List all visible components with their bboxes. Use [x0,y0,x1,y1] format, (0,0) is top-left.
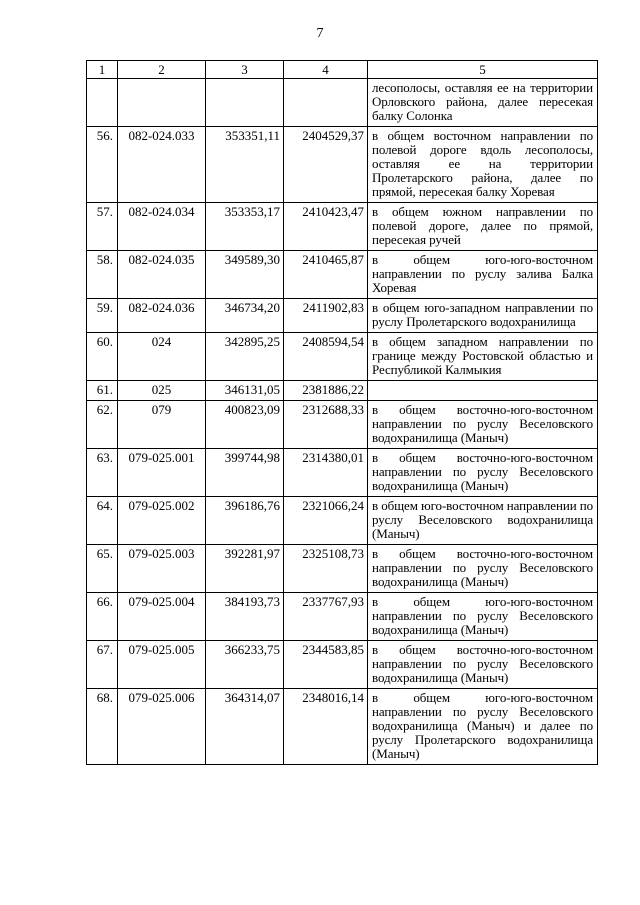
boundary-description: в общем юго-юго-восточном направлении по руслу Веселовского водохранилища (Маныч) и далее по руслу Пролетарского водохранилища (Маныч) [368,689,598,765]
row-number: 68. [87,689,118,765]
coordinate-x: 346131,05 [206,381,284,401]
table-row [87,299,598,333]
header-cell-3: 3 [206,61,284,79]
boundary-description: в общем южном направлении по полевой дороге, далее по прямой, пересекая ручей [368,203,598,251]
boundary-description: в общем юго-восточном направлении по руслу Веселовского водохранилища (Маныч) [368,497,598,545]
coordinate-x: 399744,98 [206,449,284,497]
table-row [87,333,598,381]
row-number: 66. [87,593,118,641]
table-header-row [87,61,598,79]
point-code: 082-024.036 [118,299,206,333]
coordinate-x: 346734,20 [206,299,284,333]
header-cell-2: 2 [118,61,206,79]
coordinate-x: 396186,76 [206,497,284,545]
row-number: 63. [87,449,118,497]
row-number: 62. [87,401,118,449]
boundary-description: в общем восточно-юго-восточном направлении по руслу Веселовского водохранилища (Маныч) [368,449,598,497]
point-code: 079 [118,401,206,449]
table-row [87,79,598,127]
table-row [87,497,598,545]
coordinate-x [206,79,284,127]
coordinate-y: 2325108,73 [284,545,368,593]
point-code: 082-024.035 [118,251,206,299]
coordinate-y: 2348016,14 [284,689,368,765]
row-number: 60. [87,333,118,381]
boundary-description: в общем восточно-юго-восточном направлении по руслу Веселовского водохранилища (Маныч) [368,545,598,593]
boundary-description: в общем юго-западном направлении по руслу Пролетарского водохранилища [368,299,598,333]
coordinate-x: 349589,30 [206,251,284,299]
coordinate-y: 2408594,54 [284,333,368,381]
boundary-description: в общем юго-юго-восточном направлении по руслу Веселовского водохранилища (Маныч) [368,593,598,641]
coordinate-y [284,79,368,127]
header-cell-4: 4 [284,61,368,79]
coordinate-y: 2337767,93 [284,593,368,641]
row-number: 61. [87,381,118,401]
coordinate-x: 384193,73 [206,593,284,641]
boundary-description [368,381,598,401]
point-code: 079-025.005 [118,641,206,689]
table-row [87,593,598,641]
coordinate-y: 2314380,01 [284,449,368,497]
header-cell-5: 5 [368,61,598,79]
table-row [87,689,598,765]
boundary-description: в общем восточно-юго-восточном направлении по руслу Веселовского водохранилища (Маныч) [368,401,598,449]
coordinate-y: 2410423,47 [284,203,368,251]
table-row [87,203,598,251]
row-number: 59. [87,299,118,333]
table-row [87,449,598,497]
table-row [87,641,598,689]
row-number: 64. [87,497,118,545]
row-number [87,79,118,127]
coordinate-y: 2344583,85 [284,641,368,689]
boundary-description: лесополосы, оставляя ее на территории Орловского района, далее пересекая балку Солонка [368,79,598,127]
coordinate-x: 353353,17 [206,203,284,251]
row-number: 67. [87,641,118,689]
point-code: 079-025.004 [118,593,206,641]
coordinate-y: 2410465,87 [284,251,368,299]
coordinate-y: 2404529,37 [284,127,368,203]
point-code [118,79,206,127]
table-row [87,127,598,203]
coordinate-y: 2411902,83 [284,299,368,333]
coordinate-x: 342895,25 [206,333,284,381]
row-number: 58. [87,251,118,299]
row-number: 65. [87,545,118,593]
point-code: 024 [118,333,206,381]
coordinate-x: 400823,09 [206,401,284,449]
table-row [87,381,598,401]
point-code: 025 [118,381,206,401]
coordinate-x: 364314,07 [206,689,284,765]
coordinate-x: 353351,11 [206,127,284,203]
table-row [87,251,598,299]
coordinate-y: 2312688,33 [284,401,368,449]
coordinate-y: 2381886,22 [284,381,368,401]
boundary-table [86,60,598,765]
point-code: 082-024.034 [118,203,206,251]
boundary-description: в общем западном направлении по границе между Ростовской областью и Республикой Калмыкия [368,333,598,381]
page-number: 7 [316,26,324,41]
coordinate-x: 392281,97 [206,545,284,593]
point-code: 079-025.003 [118,545,206,593]
point-code: 079-025.001 [118,449,206,497]
header-cell-1: 1 [87,61,118,79]
table-row [87,401,598,449]
row-number: 56. [87,127,118,203]
coordinate-x: 366233,75 [206,641,284,689]
table-body [87,61,598,765]
boundary-description: в общем восточном направлении по полевой дороге вдоль лесополосы, оставляя ее на территории Пролетарского района, далее по прямой, пересекая балку Хоревая [368,127,598,203]
point-code: 079-025.006 [118,689,206,765]
boundary-description: в общем восточно-юго-восточном направлении по руслу Веселовского водохранилища (Маныч) [368,641,598,689]
point-code: 082-024.033 [118,127,206,203]
point-code: 079-025.002 [118,497,206,545]
boundary-description: в общем юго-юго-восточном направлении по руслу залива Балка Хоревая [368,251,598,299]
table-row [87,545,598,593]
coordinate-y: 2321066,24 [284,497,368,545]
row-number: 57. [87,203,118,251]
